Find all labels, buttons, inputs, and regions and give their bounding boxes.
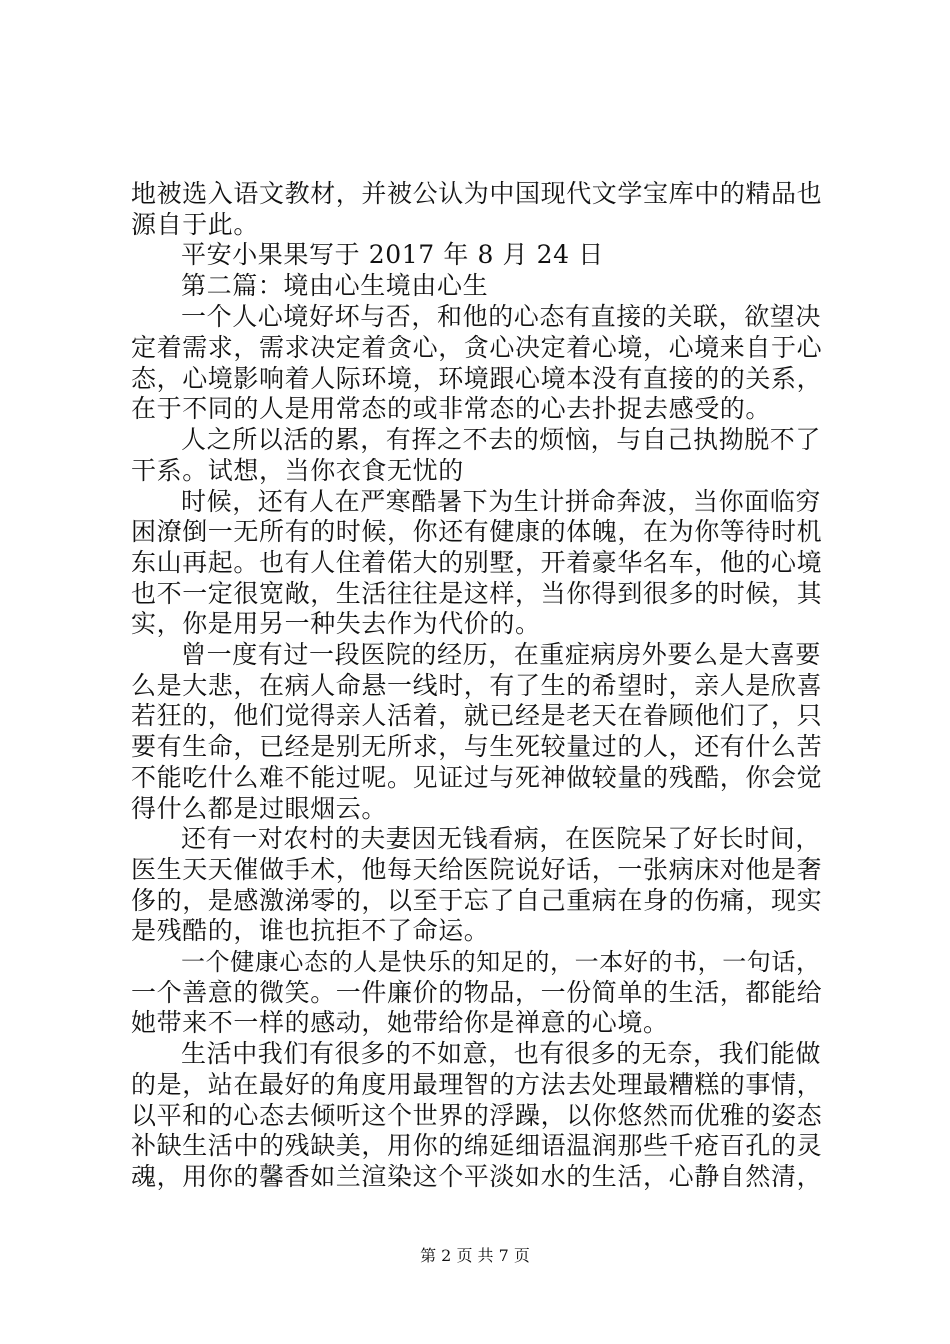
text-line: 若狂的，他们觉得亲人活着，就已经是老天在眷顾他们了，只 [131, 701, 823, 730]
text-line: 是残酷的，谁也抗拒不了命运。 [131, 916, 490, 945]
page-number: 第 2 页 共 7 页 [420, 1246, 530, 1265]
text-line: 要有生命，已经是别无所求，与生死较量过的人，还有什么苦 [131, 732, 823, 761]
text-line: 在于不同的人是用常态的或非常态的心去扑捉去感受的。 [131, 394, 772, 423]
text-line: 地被选入语文教材，并被公认为中国现代文学宝库中的精品也 [131, 179, 823, 208]
text-line: 魂，用你的馨香如兰渲染这个平淡如水的生活，心静自然清， [131, 1162, 823, 1191]
text-line: 侈的，是感激涕零的，以至于忘了自己重病在身的伤痛，现实 [131, 886, 823, 915]
text-line: 以平和的心态去倾听这个世界的浮躁，以你悠然而优雅的姿态 [131, 1101, 823, 1130]
text-line: 也不一定很宽敞，生活往往是这样，当你得到很多的时候，其 [131, 579, 823, 608]
text-line: 补缺生活中的残缺美，用你的绵延细语温润那些千疮百孔的灵 [131, 1131, 823, 1160]
signature-line: 平安小果果写于 2017 年 8 月 24 日 [181, 240, 604, 269]
text-line: 东山再起。也有人住着偌大的别墅，开着豪华名车，他的心境 [131, 548, 823, 577]
text-line: 医生天天催做手术，他每天给医院说好话，一张病床对他是奢 [131, 855, 823, 884]
text-line: 的是，站在最好的角度用最理智的方法去处理最糟糕的事情， [131, 1070, 823, 1099]
text-line: 时候，还有人在严寒酷暑下为生计拼命奔波，当你面临穷 [181, 487, 822, 516]
text-line: 不能吃什么难不能过呢。见证过与死神做较量的残酷，你会觉 [131, 763, 823, 792]
text-line: 还有一对农村的夫妻因无钱看病，在医院呆了好长时间， [181, 824, 822, 853]
text-line: 源自于此。 [131, 210, 260, 239]
text-line: 定着需求，需求决定着贪心，贪心决定着心境，心境来自于心 [131, 333, 823, 362]
text-line: 困潦倒一无所有的时候，你还有健康的体魄，在为你等待时机 [131, 517, 823, 546]
text-line: 得什么都是过眼烟云。 [131, 794, 388, 823]
text-line: 一个善意的微笑。一件廉价的物品，一份简单的生活，都能给 [131, 978, 823, 1007]
text-line: 态，心境影响着人际环境，环境跟心境本没有直接的的关系， [131, 364, 823, 393]
text-line: 一个人心境好坏与否，和他的心态有直接的关联，欲望决 [181, 302, 822, 331]
text-line: 实，你是用另一种失去作为代价的。 [131, 609, 541, 638]
text-line: 人之所以活的累，有挥之不去的烦恼，与自己执拗脱不了 [181, 425, 822, 454]
text-line: 生活中我们有很多的不如意，也有很多的无奈，我们能做 [181, 1039, 822, 1068]
text-line: 曾一度有过一段医院的经历，在重症病房外要么是大喜要 [181, 640, 822, 669]
text-line: 么是大悲，在病人命悬一线时，有了生的希望时，亲人是欣喜 [131, 671, 823, 700]
text-line: 她带来不一样的感动，她带给你是禅意的心境。 [131, 1008, 669, 1037]
text-line: 一个健康心态的人是快乐的知足的，一本好的书，一句话， [181, 948, 821, 976]
section-heading: 第二篇：境由心生境由心生 [181, 271, 489, 300]
text-line: 干系。试想，当你衣食无忧的 [131, 456, 464, 485]
